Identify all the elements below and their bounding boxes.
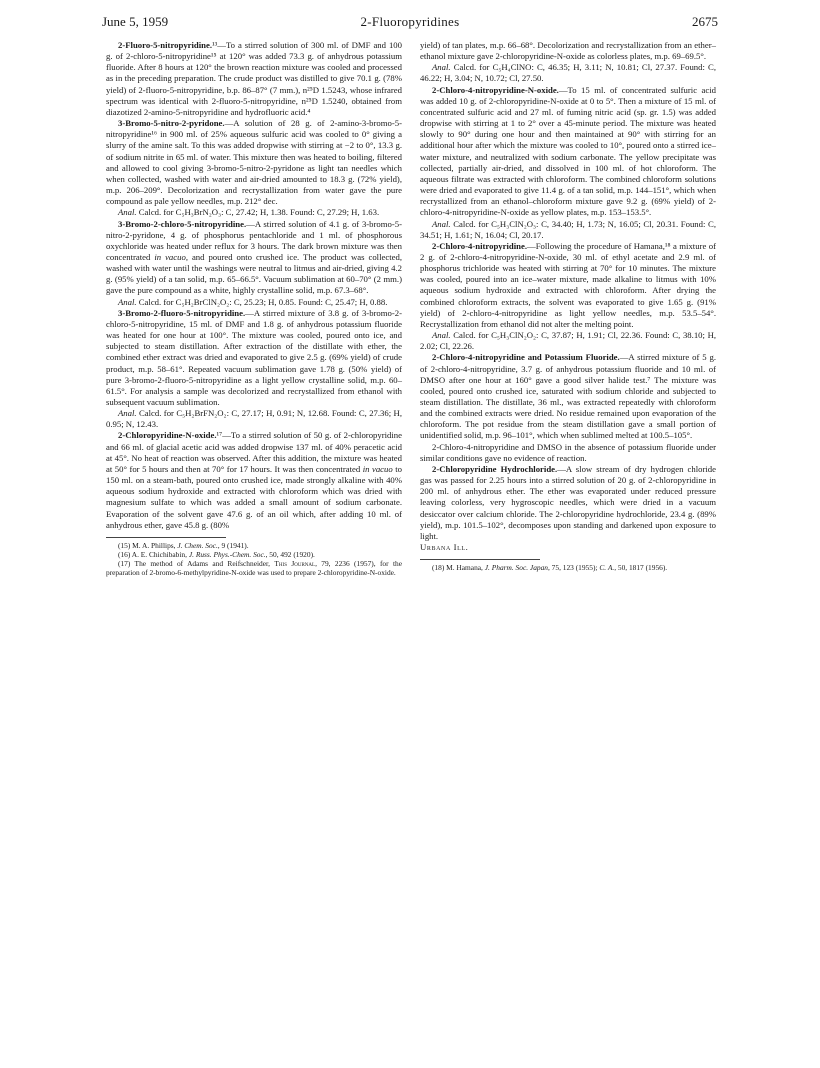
heading: 3-Bromo-2-chloro-5-nitropyridine. bbox=[118, 218, 247, 229]
heading: 2-Chloropyridine Hydrochloride. bbox=[432, 463, 558, 474]
paragraph-2-chloro-4-nitropyridine bbox=[420, 241, 716, 330]
footnote-15 bbox=[106, 541, 402, 550]
footnote-18 bbox=[420, 563, 716, 572]
body-text: , and poured onto crushed ice. The product was collected, washed with water until the washings were neutral to litmus and air-dried, giving 4.2 g. (95% yield) of a tan solid, m.p. 65–66.5°. Vacuum sublimation at 60–70° (2 mm.) gave the pure compound as a white, highly crystalline solid, m.p. 67.3–68°. bbox=[106, 251, 402, 296]
heading: 2-Chloropyridine-N-oxide. bbox=[118, 430, 217, 441]
heading: 3-Bromo-2-fluoro-5-nitropyridine. bbox=[118, 307, 246, 318]
footnote-ref: ¹³ bbox=[212, 40, 218, 50]
footnote-text: (16) A. E. Chichibabin, bbox=[118, 550, 187, 560]
right-column bbox=[420, 40, 716, 572]
place-of-origin: Urbana Ill. bbox=[420, 542, 469, 553]
footnote-divider bbox=[106, 537, 226, 538]
body-text: yield) of tan plates, m.p. 66–68°. Decolorization and recrystallization from an ether–ethanol mixture gave 2-chloropyridine-N-oxide as colorless plates, m.p. 69–69.5°. bbox=[420, 40, 716, 62]
page-number: 2675 bbox=[692, 14, 718, 29]
body-text: to 150 ml. on a steam-bath, poured onto crushed ice, made strongly alkaline with 40% aqueous sodium hydroxide and extracted with chloroform which was dried with magnesium sulfate to which was added a small amount of sodium carbonate. Evaporation of the solvent gave 47.6 g. of an oil which, after adding 10 ml. of anhydrous ether, gave 45.8 g. (80% bbox=[106, 463, 403, 530]
heading: 2-Chloro-4-nitropyridine. bbox=[432, 240, 528, 251]
paragraph-2-chloropyridine-n-oxide bbox=[106, 430, 402, 530]
body-text: —To a stirred solution of 300 ml. of DMF and 100 g. of 2-chloro-5-nitropyridine¹⁵ at 120° was added 73.3 g. of anhydrous potassium fluoride. After 8 hours at 120° the brown reaction mixture was cooled and processed as in the preceding preparation. The crude product was distilled to give 70.1 g. (78% yield) of 2-fluoro-5-nitropyridine, b.p. 86–87° (7 mm.), n²⁵D 1.5243, whose infrared spectrum was identical with 2-fluoro-5-nitropyridine, n²⁵D 1.5240, obtained from diazotized 2-amino-5-nitropyridine and hydrofluoric acid.⁴ bbox=[106, 40, 402, 117]
footnote-text: , 75, 123 (1955); bbox=[547, 563, 598, 573]
anal-text: Calcd. for C₅H₃BrN₂O₃: C, 27.42; H, 1.38. Found: C, 27.29; H, 1.63. bbox=[138, 207, 380, 218]
anal-label: Anal. bbox=[432, 62, 451, 73]
paragraph-2-chloro-4-nitropyridine-n-oxide bbox=[420, 85, 716, 219]
body-text: —To 15 ml. of concentrated sulfuric acid was added 10 g. of 2-chloropyridine-N-oxide at 0 to 5°. Then a mixture of 15 ml. of concentrated sulfuric acid and 27 ml. of fuming nitric acid (sp. gr. 1.5) was added dropwise with stirring at 1 to 2° over a 45-minute period. The mixture was heated slowly to 90° during one hour and then maintained at 90° with stirring for an additional hour after which the mixture was cooled to 10°, poured onto a stirred ice–water mixture, and neutralized with sodium carbonate. The yellow precipitate was collected, partially air-dried, and dissolved in 100 ml. of hot chloroform. The aqueous filtrate was extracted with chloroform. The combined chloroform solutions were dried and evaporated to give 11.4 g. of a tan solid, m.p. 144–151°, which when recrystallized from an ethanol–chloroform mixture gave 9.2 g. (69% yield) of 2-chloro-4-nitropyridine-N-oxide as yellow plates, m.p. 153–153.5°. bbox=[420, 84, 716, 218]
journal-name: J. Chem. Soc. bbox=[177, 540, 218, 550]
analysis-1 bbox=[106, 207, 402, 218]
body-text: —Following the procedure of Hamana,¹⁸ a mixture of 2 g. of 2-chloro-4-nitropyridine-N-oxide, 30 ml. of ethyl acetate and 2.9 ml. of phosphorus trichloride was heated with stirring at 70° for 10 minutes. The mixture was cooled, poured into an ice–water mixture, made alkaline to litmus with 10% aqueous sodium hydroxide and extracted with chloroform. After drying the combined chloroform extracts, the solvent was evaporated to give 1.65 g. (91% yield) of 2-chloro-4-nitropyridine as light yellow needles, m.p. 53.5–54°. Recrystallization from ethanol did not alter the melting point. bbox=[420, 240, 716, 329]
body-text: 2-Chloro-4-nitropyridine and DMSO in the absence of potassium fluoride under similar conditions gave no evidence of reaction. bbox=[420, 441, 716, 463]
heading: 3-Bromo-5-nitro-2-pyridone. bbox=[118, 118, 225, 129]
footnote-ref: ¹⁷ bbox=[216, 430, 223, 441]
analysis-2 bbox=[106, 297, 402, 308]
paragraph-dmso bbox=[420, 442, 716, 464]
paragraph-2-chloropyridine-hydrochloride bbox=[420, 464, 716, 542]
anal-text: Calcd. for C₅H₄ClNO: C, 46.35; H, 3.11; N, 10.81; Cl, 27.37. Found: C, 46.22; H, 3.04; N, 10.72; Cl, 27.50. bbox=[420, 62, 716, 84]
journal-name: C. A. bbox=[599, 563, 615, 573]
running-title: 2-Fluoropyridines bbox=[360, 14, 460, 29]
anal-label: Anal. bbox=[118, 207, 137, 218]
anal-text: Calcd. for C₅H₂BrFN₂O₂: C, 27.17; H, 0.91; N, 12.68. Found: C, 27.36; H, 0.95; N, 12.43. bbox=[106, 408, 402, 430]
footnote-16 bbox=[106, 550, 402, 559]
anal-label: Anal. bbox=[432, 330, 451, 341]
anal-label: Anal. bbox=[118, 408, 137, 419]
italic-phrase: in vacuo bbox=[154, 251, 186, 262]
body-text: —To a stirred solution of 50 g. of 2-chloropyridine and 66 ml. of glacial acetic acid was added dropwise 137 ml. of 40% peracetic acid at 45°. No heat of reaction was observed. After this addition, the mixture was heated at 50° for 5 hours and then at 70° for 17 hours. It was then concentrated bbox=[106, 430, 402, 474]
footnote-text: (17) The method of Adams and Reifschneider, bbox=[118, 559, 271, 569]
anal-label: Anal. bbox=[432, 218, 451, 229]
analysis-3 bbox=[420, 330, 716, 352]
left-column bbox=[106, 40, 402, 578]
paragraph-potassium-fluoride bbox=[420, 352, 716, 441]
journal-name: This Journal bbox=[274, 559, 316, 569]
footnote-text: , 79, 2236 (1957), for the preparation of 2-bromo-6-methylpyridine-N-oxide was used to prepare 2-chloropyridine-N-oxide. bbox=[106, 559, 402, 578]
journal-name: J. Pharm. Soc. Japan bbox=[484, 563, 548, 573]
footnote-divider bbox=[420, 559, 540, 560]
analysis-3 bbox=[106, 408, 402, 430]
body-text: —A stirred mixture of 3.8 g. of 3-bromo-2-chloro-5-nitropyridine, 15 ml. of DMF and 1.8 g. of anhydrous potassium fluoride was heated for one hour at 100°. The mixture was cooled, poured onto ice, and subjected to steam distillation. After extraction of the distillate with ether, the combined ether extract was dried and evaporated to give 2.5 g. (69% yield) of crude product, m.p. 58–61°. Repeated vacuum sublimation gave 1.78 g. (50% yield) of pure 3-bromo-2-fluoro-5-nitropyridine as a light yellow crystalline solid, m.p. 60–61.5°. For analysis a sample was decolorized and recrystallized from ethanol with subsequent vacuum sublimation. bbox=[106, 307, 402, 407]
footnote-text: (15) M. A. Phillips, bbox=[118, 540, 176, 550]
journal-name: J. Russ. Phys.-Chem. Soc. bbox=[188, 550, 266, 560]
italic-phrase: in vacuo bbox=[362, 463, 393, 474]
heading: 2-Fluoro-5-nitropyridine. bbox=[118, 40, 213, 50]
body-text: —A solution of 28 g. of 2-amino-3-bromo-5-nitropyridine¹⁶ in 900 ml. of 25% aqueous sulfuric acid was cooled to 0° giving a slurry of the amine salt. To this was added dropwise with stirring at −2 to 0°, 13.3 g. of sodium nitrite in 65 ml. of water. This mixture then was heated to boiling, filtered and allowed to cool giving 3-bromo-5-nitro-2-pyridone as light tan needles which when collected, washed with water and air-dried amounted to 18.3 g. (72% yield), m.p. 206–209°. Decolorization and recrystallization from water gave the pure compound as pale yellow needles, m.p. 212° dec. bbox=[106, 118, 402, 207]
footnote-text: (18) M. Hamana, bbox=[432, 563, 483, 573]
heading: 2-Chloro-4-nitropyridine-N-oxide. bbox=[432, 84, 559, 95]
analysis-2 bbox=[420, 219, 716, 241]
body-text: —A stirred solution of 4.1 g. of 3-bromo-5-nitro-2-pyridone, 4 g. of phosphorus pentachloride and 1 ml. of phosphorous oxychloride was heated under reflux for 3 hours. The dark brown mixture was then concentrated bbox=[106, 218, 402, 262]
footnote-text: , 50, 1817 (1956). bbox=[614, 563, 668, 573]
anal-label: Anal. bbox=[118, 296, 137, 307]
page-header bbox=[102, 14, 718, 32]
anal-text: Calcd. for C₅H₃ClN₂O₂: C, 37.87; H, 1.91; Cl, 22.36. Found: C, 38.10; H, 2.02; Cl, 22.26. bbox=[420, 330, 717, 352]
paragraph-2-fluoro-5-nitropyridine bbox=[106, 40, 402, 118]
footnote-17 bbox=[106, 559, 402, 577]
paragraph-3-bromo-5-nitro-2-pyridone bbox=[106, 118, 402, 207]
footnote-text: , 50, 492 (1920). bbox=[265, 550, 315, 560]
paragraph-continued bbox=[420, 40, 716, 62]
heading: 2-Chloro-4-nitropyridine and Potassium Fluoride. bbox=[432, 352, 620, 363]
body-text: —A slow stream of dry hydrogen chloride gas was passed for 2.25 hours into a stirred solution of 20 g. of 2-chloropyridine in 200 ml. of anhydrous ether. The ether was evaporated under reduced pressure leaving colorless, very hygroscopic needles, which were dried in a vacuum desiccator over calcium chloride. The 2-chloropyridine hydrochloride, 23.4 g. (89% yield), m.p. 101.5–102°, decomposes upon standing and darkened upon exposure to light. bbox=[420, 463, 716, 541]
paragraph-3-bromo-2-chloro-5-nitropyridine bbox=[106, 219, 402, 297]
anal-text: Calcd. for C₅H₂BrClN₂O₂: C, 25.23; H, 0.85. Found: C, 25.47; H, 0.88. bbox=[138, 296, 388, 307]
header-date: June 5, 1959 bbox=[102, 14, 169, 29]
footnote-text: , 9 (1941). bbox=[217, 540, 249, 550]
anal-text: Calcd. for C₅H₃ClN₂O₃: C, 34.40; H, 1.73; N, 16.05; Cl, 20.31. Found: C, 34.51; H, 1.61; N, 16.04; Cl, 20.17. bbox=[420, 218, 717, 240]
body-text: —A stirred mixture of 5 g. of 2-chloro-4-nitropyridine, 3.7 g. of anhydrous potassium fluoride and 10 ml. of DMSO after one hour at 160° gave a good silver halide test.⁷ The mixture was cooled, poured onto crushed ice, saturated with sodium chloride and subjected to steam distillation. The distillate, 36 ml., was extracted repeatedly with chloroform and the combined extracts were dried. No residue remained upon evaporation of the chloroform. The pot residue from the steam distillation gave a small portion of unidentified solid, m.p. 96–101°, which when sublimed melted at 100.5–105°. bbox=[420, 352, 716, 441]
paragraph-3-bromo-2-fluoro-5-nitropyridine bbox=[106, 308, 402, 408]
analysis-1 bbox=[420, 62, 716, 84]
